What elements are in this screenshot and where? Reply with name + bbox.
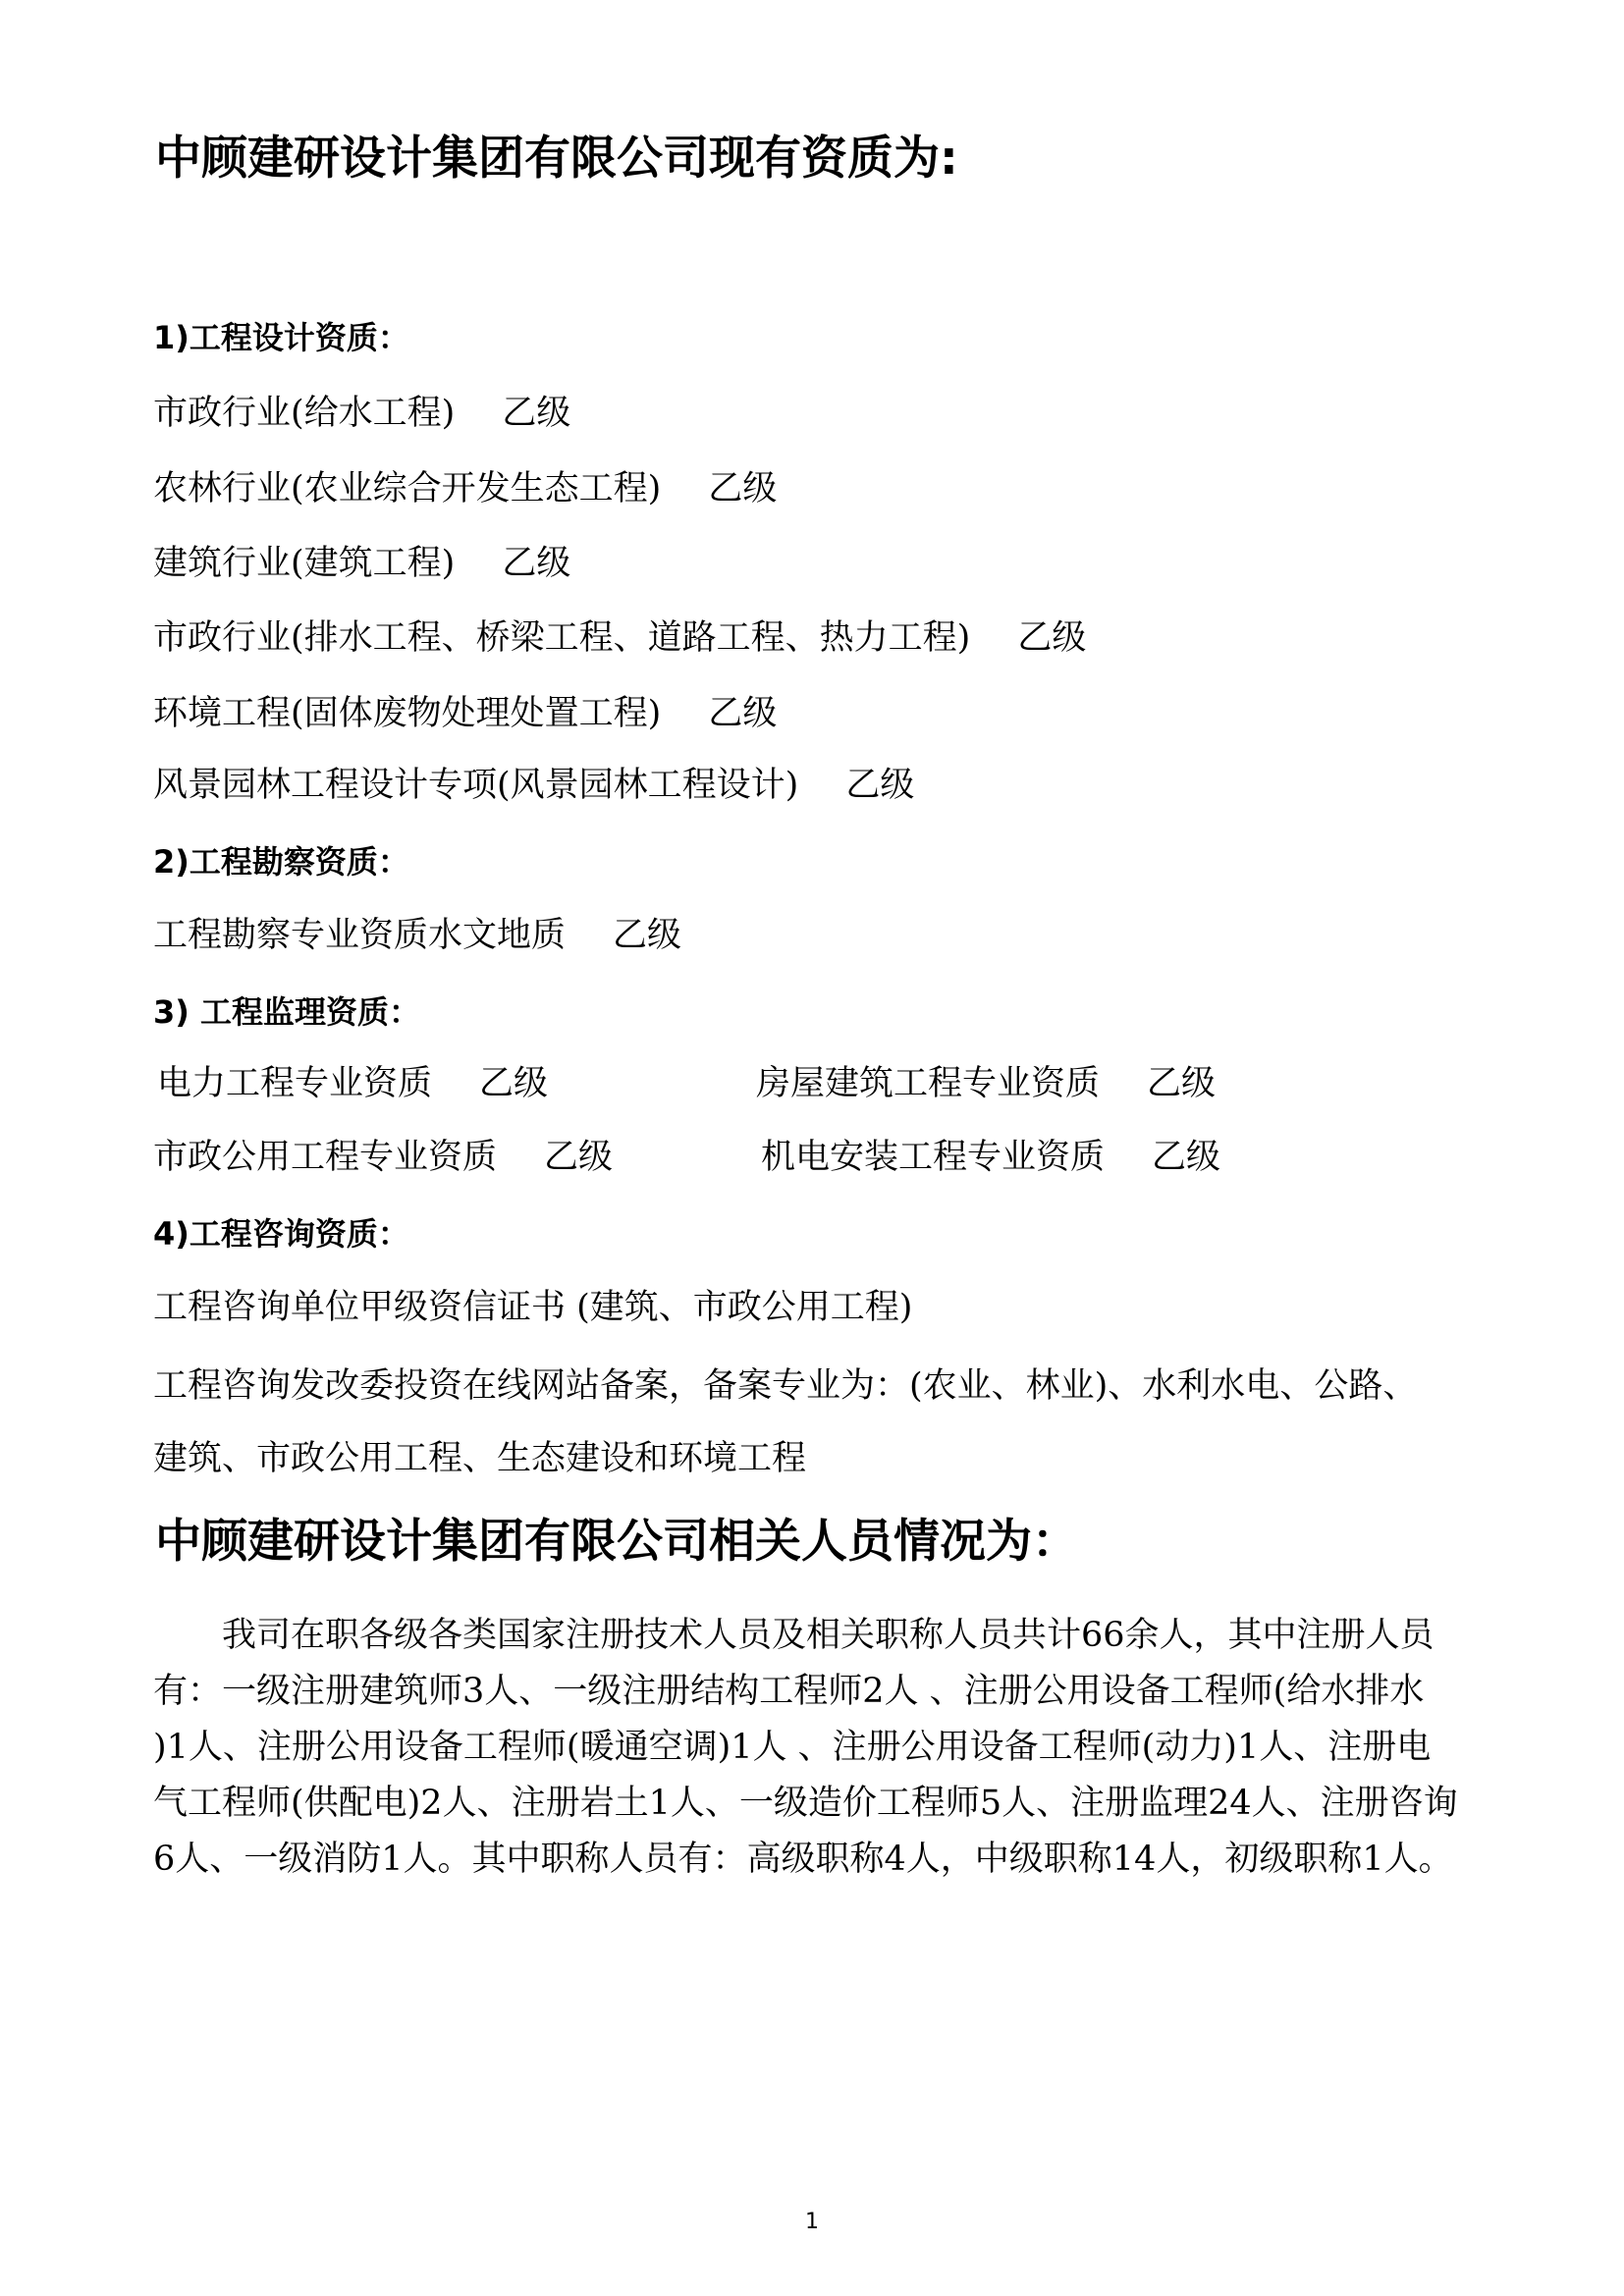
consulting-qualification-title: 4)工程咨询资质： [153,1215,409,1253]
qualification-item [153,762,914,809]
qualification-grade: 乙级 [1152,1138,1221,1177]
qualification-item [153,390,570,437]
qualification-item [153,1134,613,1181]
consulting-line: 工程咨询单位甲级资信证书 (建筑、市政公用工程) [153,1288,913,1327]
paragraph-line: 气工程师(供配电)2人、注册岩土1人、一级造价工程师5人、注册监理24人、注册咨询 [153,1784,1458,1823]
qualification-name: 电力工程专业资质 [157,1064,433,1103]
supervision-qualification-title: 3) 工程监理资质： [153,993,421,1031]
qualification-name: 农林行业(农业综合开发生态工程) [153,469,662,508]
survey-qualification-title: 2)工程勘察资质： [153,843,409,881]
paragraph-line: 有：一级注册建筑师3人、一级注册结构工程师2人 、注册公用设备工程师(给水排水 [153,1672,1425,1711]
qualification-item [761,1134,1220,1181]
qualification-grade: 乙级 [502,394,571,433]
design-qualification-title: 1)工程设计资质： [153,319,409,356]
qualification-name: 工程勘察专业资质水文地质 [153,916,567,955]
qualification-name: 环境工程(固体废物处理处置工程) [153,694,662,733]
paragraph-line: )1人、注册公用设备工程师(暖通空调)1人 、注册公用设备工程师(动力)1人、注册电 [153,1728,1432,1767]
qualification-name: 建筑行业(建筑工程) [153,544,456,583]
personnel-heading: 中顾建研设计集团有限公司相关人员情况为： [155,1515,1078,1569]
qualification-grade: 乙级 [613,916,682,955]
paragraph-line: 我司在职各级各类国家注册技术人员及相关职称人员共计66余人，其中注册人员 [222,1616,1435,1655]
qualification-name: 机电安装工程专业资质 [761,1138,1106,1177]
qualification-item [153,690,777,737]
qualification-name: 风景园林工程设计专项(风景园林工程设计) [153,766,799,805]
qualification-heading: 中顾建研设计集团有限公司现有资质为: [155,132,958,186]
consulting-line: 建筑、市政公用工程、生态建设和环境工程 [153,1439,807,1478]
qualification-item [756,1060,1216,1107]
qualification-item [153,540,570,587]
qualification-name: 房屋建筑工程专业资质 [756,1064,1101,1103]
qualification-item [157,1060,548,1107]
paragraph-line: 6人、一级消防1人。其中职称人员有：高级职称4人，中级职称14人，初级职称1人。 [153,1840,1453,1879]
qualification-grade: 乙级 [708,469,778,508]
qualification-grade: 乙级 [479,1064,549,1103]
qualification-grade: 乙级 [1017,618,1087,658]
qualification-item [153,465,777,512]
qualification-grade: 乙级 [502,544,571,583]
personnel-paragraph [153,1608,1489,1888]
qualification-grade: 乙级 [544,1138,614,1177]
qualification-name: 市政行业(排水工程、桥梁工程、道路工程、热力工程) [153,618,971,658]
qualification-grade: 乙级 [845,766,915,805]
qualification-name: 市政行业(给水工程) [153,394,456,433]
consulting-line: 工程咨询发改委投资在线网站备案，备案专业为：(农业、林业)、水利水电、公路、 [153,1366,1418,1406]
page-number: 1 [805,2210,819,2234]
qualification-grade: 乙级 [1147,1064,1217,1103]
qualification-name: 市政公用工程专业资质 [153,1138,498,1177]
qualification-item [153,912,681,959]
qualification-grade: 乙级 [708,694,778,733]
qualification-item [153,614,1086,662]
